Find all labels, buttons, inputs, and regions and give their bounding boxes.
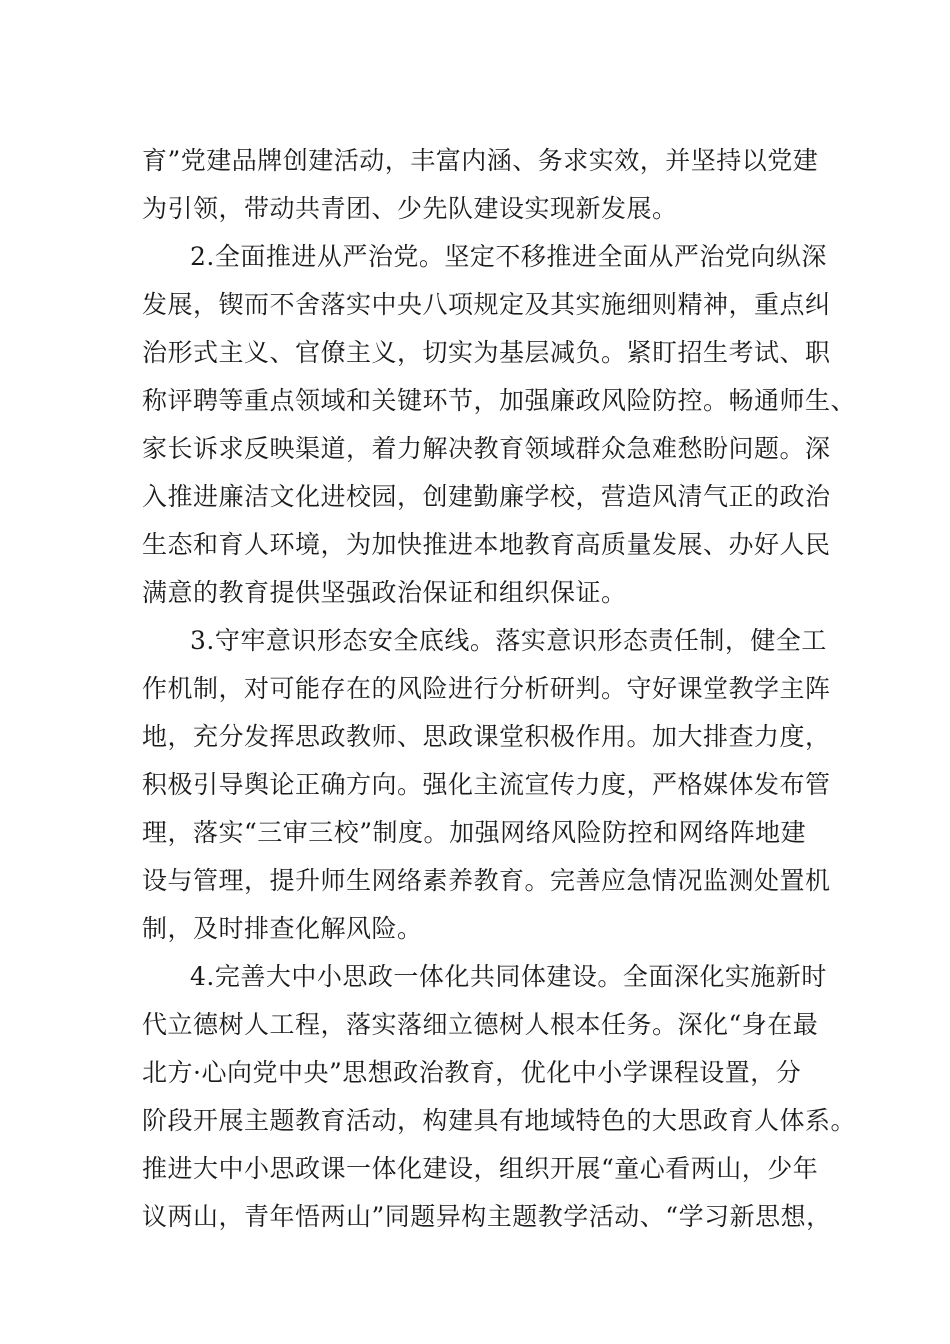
text-line: 设与管理，提升师生网络素养教育。完善应急情况监测处置机 xyxy=(142,866,831,895)
text-line: 制，及时排查化解风险。 xyxy=(142,914,423,943)
text-line: 入推进廉洁文化进校园，创建勤廉学校，营造风清气正的政治 xyxy=(142,482,831,511)
text-line: 积极引导舆论正确方向。强化主流宣传力度，严格媒体发布管 xyxy=(142,770,831,799)
paragraph-heading-3: 3.守牢意识形态安全底线。落实意识形态责任制，健全工 xyxy=(190,626,827,655)
text-line: 治形式主义、官僚主义，切实为基层减负。紧盯招生考试、职 xyxy=(142,338,831,367)
text-line: 满意的教育提供坚强政治保证和组织保证。 xyxy=(142,578,627,607)
paragraph-heading-4: 4.完善大中小思政一体化共同体建设。全面深化实施新时 xyxy=(190,962,827,991)
text-line: 理，落实“三审三校”制度。加强网络风险防控和网络阵地建 xyxy=(142,818,807,847)
text-line: 称评聘等重点领域和关键环节，加强廉政风险防控。畅通师生、 xyxy=(142,386,857,415)
text-line: 生态和育人环境，为加快推进本地教育高质量发展、办好人民 xyxy=(142,530,831,559)
text-line: 地，充分发挥思政教师、思政课堂积极作用。加大排查力度， xyxy=(142,722,831,751)
text-line: 育”党建品牌创建活动，丰富内涵、务求实效，并坚持以党建 xyxy=(142,146,819,175)
text-line: 北方·心向党中央”思想政治教育，优化中小学课程设置，分 xyxy=(142,1058,802,1087)
text-line: 作机制，对可能存在的风险进行分析研判。守好课堂教学主阵 xyxy=(142,674,831,703)
text-line: 阶段开展主题教育活动，构建具有地域特色的大思政育人体系。 xyxy=(142,1106,857,1135)
paragraph-heading-2: 2.全面推进从严治党。坚定不移推进全面从严治党向纵深 xyxy=(190,242,827,271)
text-line: 代立德树人工程，落实落细立德树人根本任务。深化“身在最 xyxy=(142,1010,819,1039)
text-line: 为引领，带动共青团、少先队建设实现新发展。 xyxy=(142,194,678,223)
text-line: 议两山，青年悟两山”同题异构主题教学活动、“学习新思想， xyxy=(142,1202,832,1231)
text-line: 发展，锲而不舍落实中央八项规定及其实施细则精神，重点纠 xyxy=(142,290,831,319)
text-line: 家长诉求反映渠道，着力解决教育领域群众急难愁盼问题。深 xyxy=(142,434,831,463)
text-line: 推进大中小思政课一体化建设，组织开展“童心看两山，少年 xyxy=(142,1154,819,1183)
